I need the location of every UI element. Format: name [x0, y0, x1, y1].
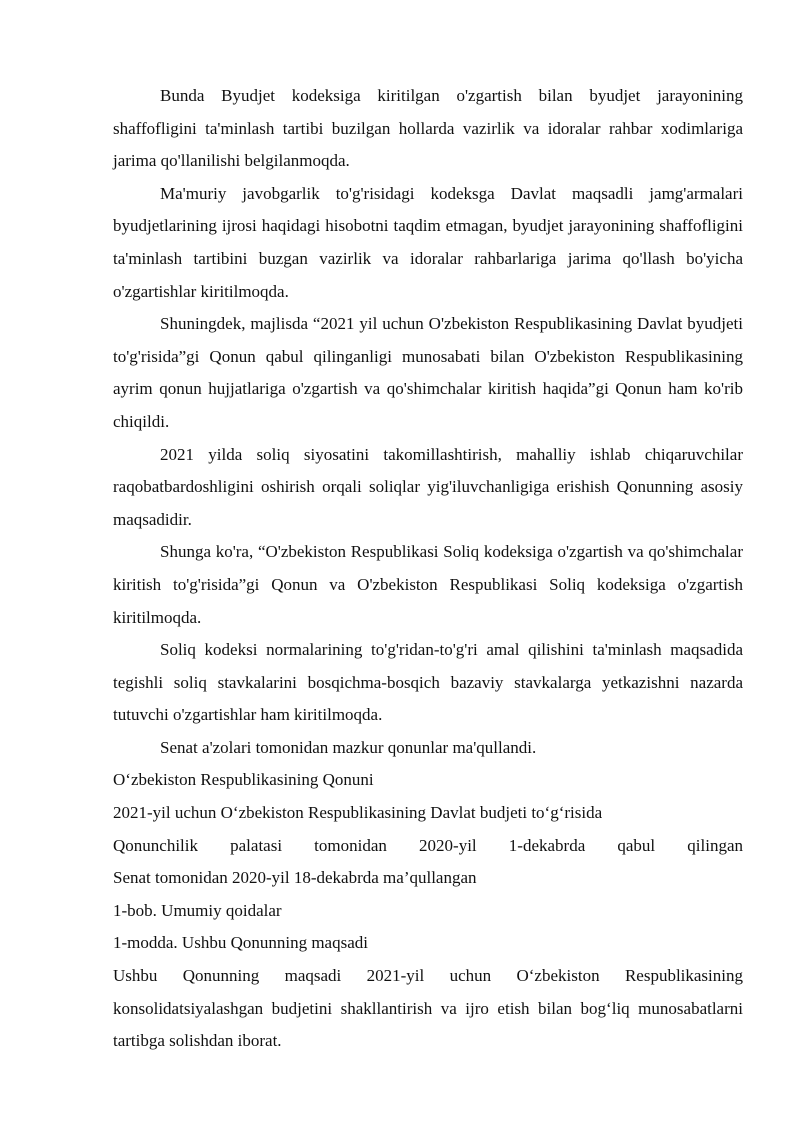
paragraph-tax-policy: 2021 yilda soliq siyosatini takomillashtirish, mahalliy ishlab chiqaruvchilar raqobatbardoshligini oshirish orqali soliqlar yig'iluvchanligiga erishish Qonunning asosiy maqsadidir.	[113, 444, 743, 529]
paragraph-tax-code-amendment: Shunga ko'ra, “O'zbekiston Respublikasi Soliq kodeksiga o'zgartish va qo'shimchalar kiritish to'g'risida”gi Qonun va O'zbekiston Respublikasi Soliq kodeksiga o'zgartish kiritilmoqda.	[113, 542, 743, 627]
document-page	[113, 80, 743, 1058]
chapter-heading: 1-bob. Umumiy qoidalar	[113, 900, 282, 920]
paragraph-administrative-code: Ma'muriy javobgarlik to'g'risidagi kodeksga Davlat maqsadli jamg'armalari byudjetlarining ijrosi haqidagi hisobotni taqdim etmagan, byudjet jarayonining shaffofligini ta'minlash tartibini buzgan vazirlik va idoralar rahbarlariga jarima qo'llash bo'yicha o'zgartishlar kiritilmoqda.	[113, 183, 743, 301]
adoption-line: Qonunchilik palatasi tomonidan 2020-yil 1-dekabrda qabul qilingan	[113, 835, 743, 855]
article-heading: 1-modda. Ushbu Qonunning maqsadi	[113, 933, 368, 953]
approval-line: Senat tomonidan 2020-yil 18-dekabrda ma’qullangan	[113, 868, 477, 888]
paragraph-session-law: Shuningdek, majlisda “2021 yil uchun O'zbekiston Respublikasining Davlat byudjeti to'g'risida”gi Qonun qabul qilinganligi munosabati bilan O'zbekiston Respublikasining ayrim qonun hujjatlariga o'zgartish va qo'shimchalar kiritish haqida”gi Qonun ham ko'rib chiqildi.	[113, 314, 743, 431]
article-body: Ushbu Qonunning maqsadi 2021-yil uchun O‘zbekiston Respublikasining konsolidatsiyalashgan budjetini shakllantirish va ijro etish bilan bog‘liq munosabatlarni tartibga solishdan iborat.	[113, 966, 743, 1051]
paragraph-budget-code: Bunda Byudjet kodeksiga kiritilgan o'zgartish bilan byudjet jarayonining shaffofligini ta'minlash tartibi buzilgan hollarda vazirlik va idoralar rahbar xodimlariga jarima qo'llanilishi belgilanmoqda.	[113, 86, 743, 171]
law-title: 2021-yil uchun O‘zbekiston Respublikasining Davlat budjeti to‘g‘risida	[113, 803, 603, 823]
law-heading: O‘zbekiston Respublikasining Qonuni	[113, 770, 374, 790]
paragraph-tax-rates: Soliq kodeksi normalarining to'g'ridan-to'g'ri amal qilishini ta'minlash maqsadida tegishli soliq stavkalarini bosqichma-bosqich bazaviy stavkalarga yetkazishni nazarda tutuvchi o'zgartishlar ham kiritilmoqda.	[113, 640, 743, 725]
paragraph-senate-approval: Senat a'zolari tomonidan mazkur qonunlar ma'qullandi.	[160, 737, 537, 757]
